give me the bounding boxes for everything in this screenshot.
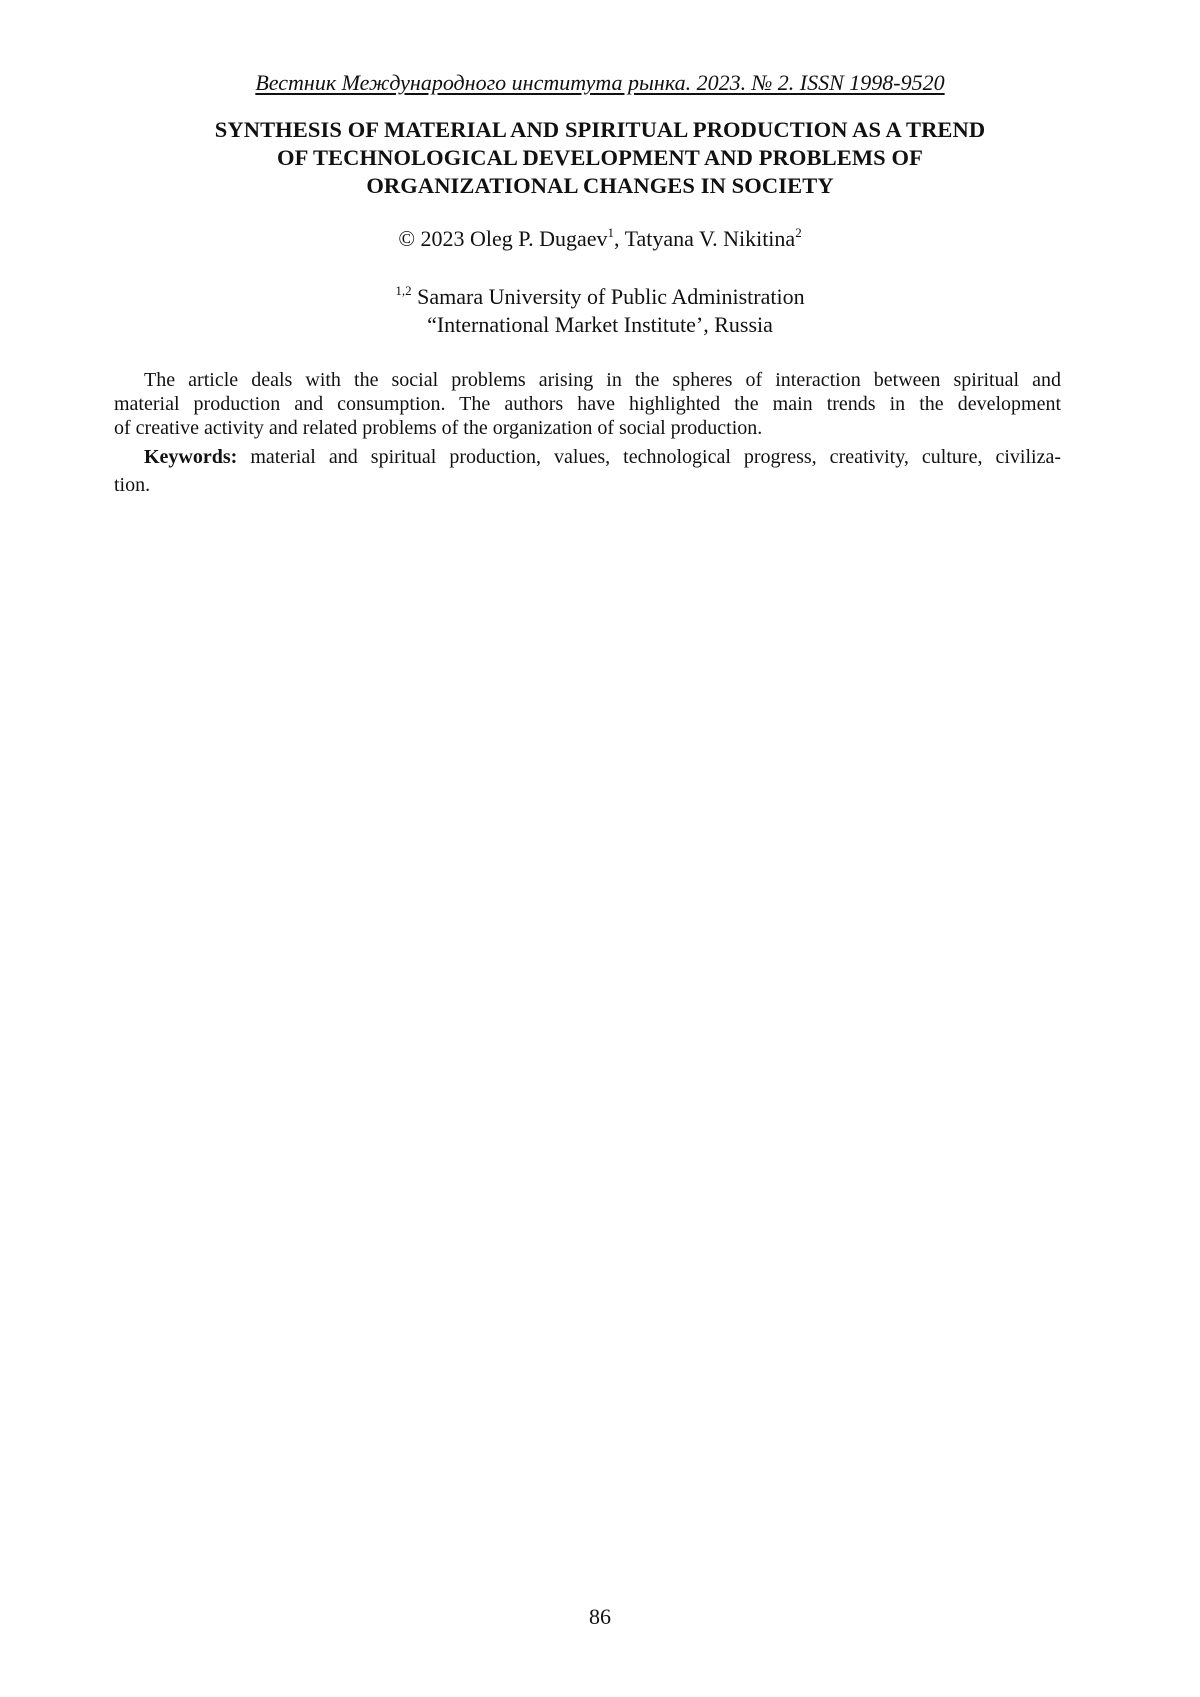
keywords-line-1 <box>114 445 1061 469</box>
authors-separator: , Tatyana V. Nikitina <box>614 226 796 251</box>
title-line-3: ORGANIZATIONAL CHANGES IN SOCIETY <box>366 173 834 198</box>
journal-line: Вестник Международного института рынка. 2023. № 2. ISSN 1998-9520 <box>255 70 945 95</box>
article-title <box>150 116 1050 200</box>
journal-header <box>0 70 1200 96</box>
affiliation-line-2: “International Market Institute’, Russia <box>427 312 773 337</box>
authors-prefix: © 2023 Oleg P. Dugaev <box>398 226 608 251</box>
keywords-text: material and spiritual production, values, technological progress, creativity, culture, civiliza- <box>237 446 1061 468</box>
abstract-line-1: The article deals with the social problems arising in the spheres of interaction between spiritual and <box>144 369 1061 391</box>
abstract-line-3: of creative activity and related problems of the organization of social production. <box>114 417 763 439</box>
affiliation-name: Samara University of Public Administration <box>411 284 805 309</box>
keywords-line-2: tion. <box>114 474 151 496</box>
authors-line <box>0 226 1200 252</box>
author2-superscript: 2 <box>795 225 802 240</box>
affiliation-line-1 <box>0 283 1200 311</box>
author1-superscript: 1 <box>607 225 615 240</box>
affiliation <box>0 283 1200 339</box>
title-line-1: SYNTHESIS OF MATERIAL AND SPIRITUAL PRODUCTION AS A TREND <box>214 117 986 142</box>
affiliation-superscript: 1,2 <box>395 283 412 298</box>
page-number: 86 <box>589 1604 611 1629</box>
abstract <box>114 368 1061 497</box>
title-line-2: OF TECHNOLOGICAL DEVELOPMENT AND PROBLEMS OF <box>277 145 923 170</box>
keywords <box>114 445 1061 497</box>
abstract-line-2: material production and consumption. The authors have highlighted the main trends in the development <box>114 393 1061 415</box>
keywords-label: Keywords: <box>144 446 238 468</box>
